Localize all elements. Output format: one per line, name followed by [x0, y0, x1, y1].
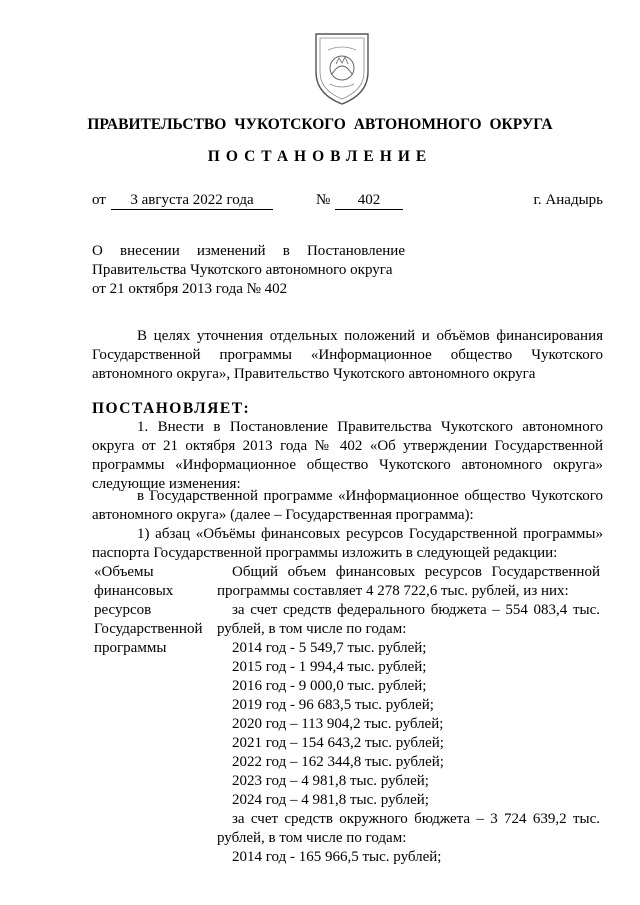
item-1-sub-line-1: в Государственной программе «Информационное общество Чукотского: [137, 488, 603, 504]
table-value-line: 2024 год – 4 981,8 тыс. рублей;: [232, 792, 429, 808]
table-value-line: рублей, в том числе по годам:: [217, 621, 407, 637]
item-1-paragraph: [92, 418, 603, 494]
item-1-sub-paragraph: [92, 487, 603, 525]
table-value-line: за счет средств федерального бюджета – 554 083,4 тыс.: [232, 602, 600, 618]
table-label-line: Государственной: [94, 621, 203, 637]
table-value-line: программы составляет 4 278 722,6 тыс. рублей, из них:: [217, 583, 569, 599]
decree-date-text: 3 августа 2022 года: [130, 192, 254, 208]
subitem-1-line-2: паспорта Государственной программы изложить в следующей редакции:: [92, 545, 558, 561]
table-value-line: 2022 год – 162 344,8 тыс. рублей;: [232, 754, 444, 770]
subitem-1-paragraph: [92, 525, 603, 563]
subject-line-1: О внесении изменений в Постановление: [92, 243, 405, 259]
table-label-line: финансовых: [94, 583, 174, 599]
decree-number: [335, 192, 403, 210]
preamble-line-3: автономного округа», Правительство Чукотского автономного округа: [92, 366, 536, 382]
item-1-line-1: 1. Внести в Постановление Правительства Чукотского автономного: [137, 419, 603, 435]
funding-table-value-cell: [217, 563, 600, 867]
decree-meta-row: [92, 192, 603, 212]
date-prefix: от: [92, 192, 106, 208]
preamble-line-2: Государственной программы «Информационное общество Чукотского: [92, 347, 603, 363]
funding-table-label-cell: [94, 563, 214, 658]
table-value-line: за счет средств окружного бюджета – 3 724 639,2 тыс.: [232, 811, 600, 827]
city: г. Анадырь: [533, 192, 603, 208]
item-1-line-2: округа от 21 октября 2013 года № 402 «Об утверждении Государственной: [92, 438, 603, 454]
table-label-line: программы: [94, 640, 167, 656]
table-value-line: рублей, в том числе по годам:: [217, 830, 407, 846]
item-1-sub-line-2: автономного округа» (далее – Государственная программа):: [92, 507, 474, 523]
table-label-line: ресурсов: [94, 602, 152, 618]
resolve-heading: ПОСТАНОВЛЯЕТ:: [92, 400, 251, 417]
number-sign: №: [316, 192, 331, 208]
table-value-line: 2014 год - 165 966,5 тыс. рублей;: [232, 849, 442, 865]
decree-subject: [92, 242, 405, 299]
table-label-line: «Объемы: [94, 564, 154, 580]
decree-number-text: 402: [357, 192, 381, 208]
table-value-line: 2020 год – 113 904,2 тыс. рублей;: [232, 716, 444, 732]
table-value-line: Общий объем финансовых ресурсов Государственной: [232, 564, 600, 580]
table-value-line: 2021 год – 154 643,2 тыс. рублей;: [232, 735, 444, 751]
subject-line-2: Правительства Чукотского автономного округа: [92, 262, 393, 278]
table-value-line: 2016 год - 9 000,0 тыс. рублей;: [232, 678, 427, 694]
document-type-title: ПОСТАНОВЛЕНИЕ: [207, 148, 433, 165]
coat-of-arms-icon: [306, 28, 378, 108]
preamble-paragraph: [92, 327, 603, 384]
table-value-line: 2023 год – 4 981,8 тыс. рублей;: [232, 773, 429, 789]
decree-date: [111, 192, 273, 210]
preamble-line-1: В целях уточнения отдельных положений и объёмов финансирования: [137, 328, 603, 344]
item-1-line-3: программы «Информационное общество Чукотского автономного округа»: [92, 457, 603, 473]
table-value-line: 2015 год - 1 994,4 тыс. рублей;: [232, 659, 427, 675]
item-1-line-4: следующие изменения:: [92, 476, 241, 492]
subitem-1-line-1: 1) абзац «Объёмы финансовых ресурсов Государственной программы»: [137, 526, 603, 542]
subject-line-3: от 21 октября 2013 года № 402: [92, 281, 288, 297]
table-value-line: 2014 год - 5 549,7 тыс. рублей;: [232, 640, 427, 656]
government-title: ПРАВИТЕЛЬСТВО ЧУКОТСКОГО АВТОНОМНОГО ОКРУГА: [87, 116, 553, 133]
table-value-line: 2019 год - 96 683,5 тыс. рублей;: [232, 697, 434, 713]
